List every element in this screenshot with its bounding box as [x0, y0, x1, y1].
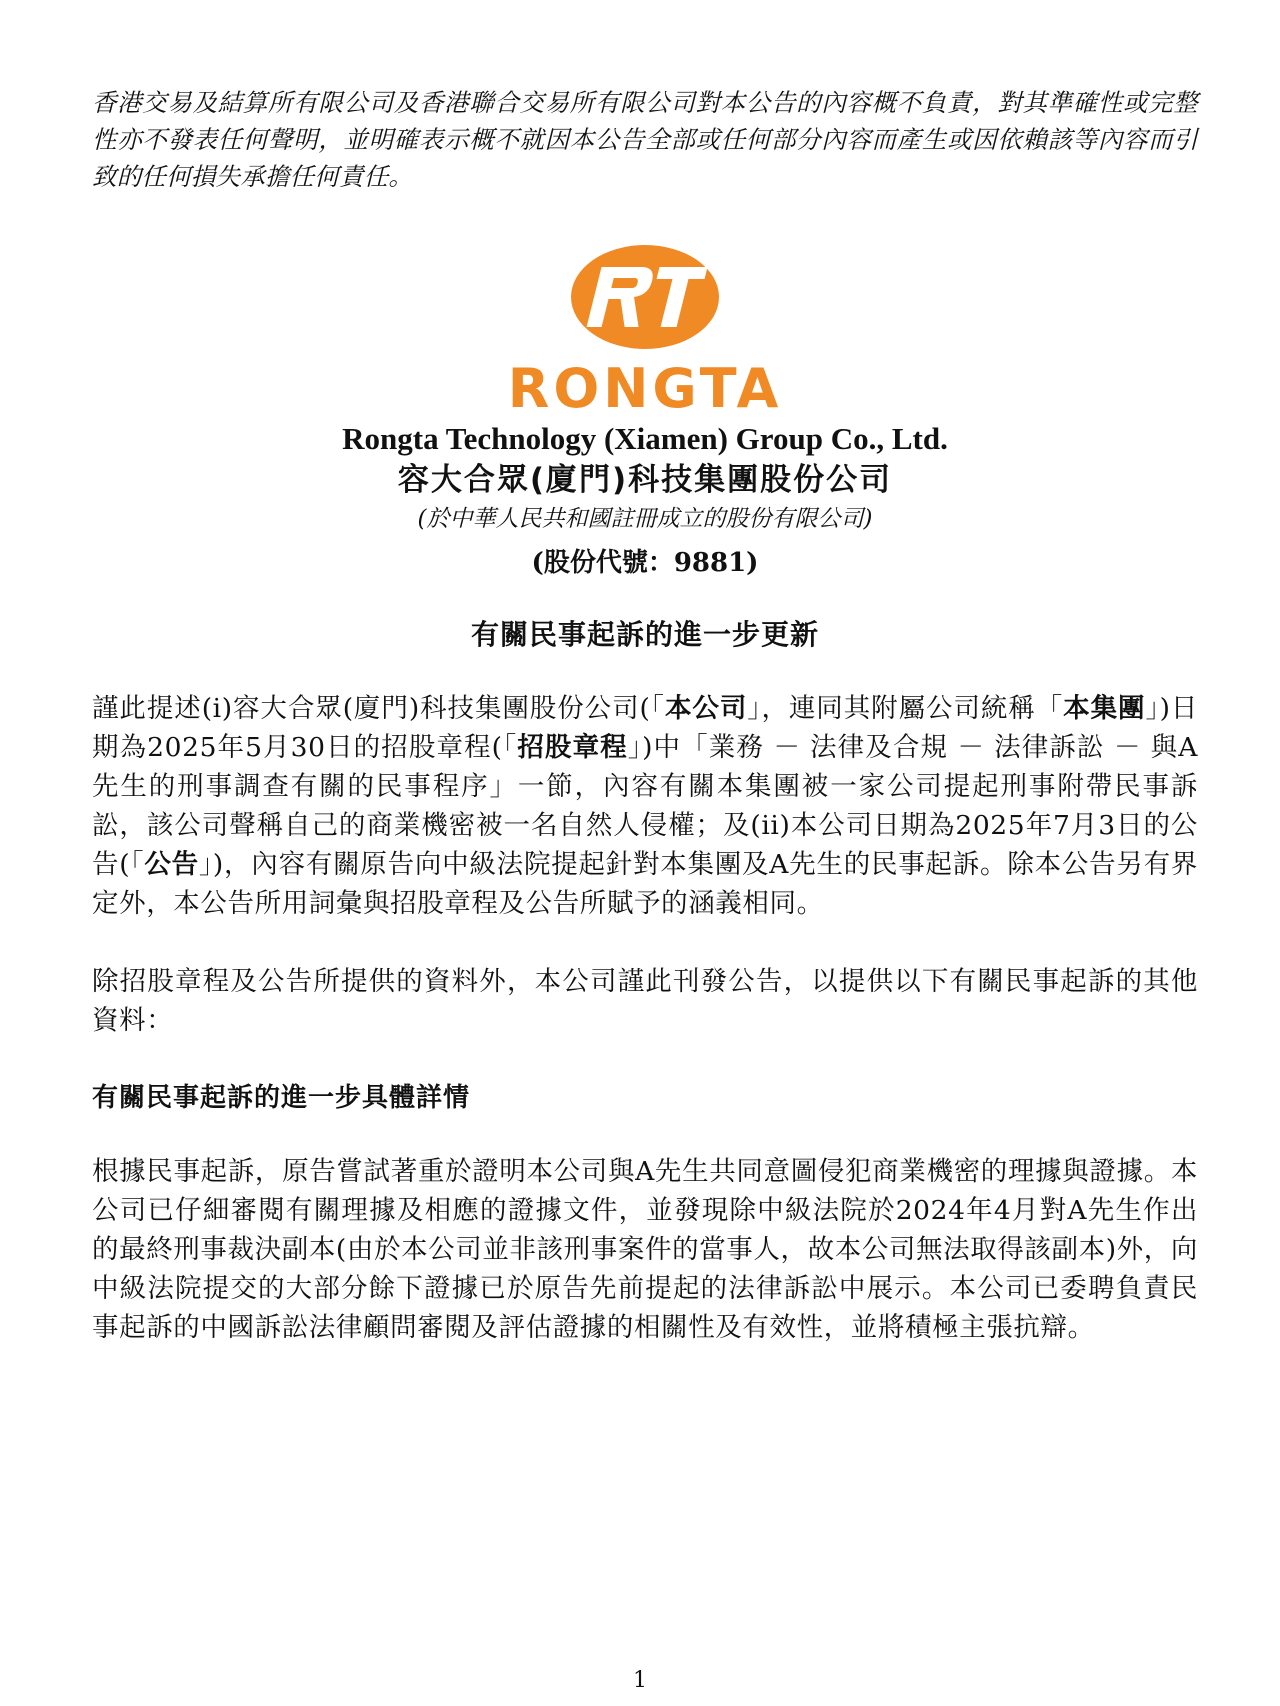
- paragraph-details: 根據民事起訴，原告嘗試著重於證明本公司與A先生共同意圖侵犯商業機密的理據與證據。本公司已仔細審閱有關理據及相應的證據文件，並發現除中級法院於2024年4月對A先生作出的最終刑事裁決副本(由於本公司並非該刑事案件的當事人，故本公司無法取得該副本)外，向中級法院提交的大部分餘下證據已於原告先前提起的法律訴訟中展示。本公司已委聘負責民事起訴的中國訴訟法律顧問審閱及評估證據的相關性及有效性，並將積極主張抗辯。: [92, 1156, 1198, 1343]
- logo-wordmark: RONGTA: [507, 357, 783, 415]
- announcement-page: [92, 84, 1198, 1347]
- defined-term-prospectus: 招股章程: [517, 732, 628, 763]
- rongta-logo-icon: [485, 245, 805, 415]
- page-number: 1: [633, 1668, 647, 1693]
- company-logo: [92, 245, 1198, 415]
- stock-code: (股份代號：9881): [531, 548, 759, 578]
- section-heading: 有關民事起訴的進一步具體詳情: [92, 1083, 471, 1113]
- company-name-en: Rongta Technology (Xiamen) Group Co., Ltd.: [342, 421, 948, 456]
- paragraph-purpose: 除招股章程及公告所提供的資料外，本公司謹此刊發公告，以提供以下有關民事起訴的其他資料：: [92, 966, 1198, 1036]
- announcement-title: 有關民事起訴的進一步更新: [470, 618, 819, 651]
- defined-term-company: 本公司: [664, 693, 748, 724]
- incorporation-note: (於中華人民共和國註冊成立的股份有限公司): [417, 506, 873, 532]
- company-name-cn: 容大合眾(廈門)科技集團股份公司: [397, 462, 893, 498]
- logo-emblem-oval: [571, 245, 719, 349]
- defined-term-group: 本集團: [1063, 693, 1146, 724]
- disclaimer: 香港交易及結算所有限公司及香港聯合交易所有限公司對本公告的內容概不負責，對其準確性或完整性亦不發表任何聲明，並明確表示概不就因本公告全部或任何部分內容而產生或因依賴該等內容而引致的任何損失承擔任何責任。: [92, 88, 1198, 191]
- defined-term-announcement: 公告: [144, 849, 199, 880]
- paragraph-intro: 謹此提述(i)容大合眾(廈門)科技集團股份公司(「本公司」，連同其附屬公司統稱「本集團」)日期為2025年5月30日的招股章程(「招股章程」)中「業務 － 法律及合規 － 法律訴訟 － 與A先生的刑事調查有關的民事程序」一節，內容有關本集團被一家公司提起刑事附帶民事訴訟，該公司聲稱自己的商業機密被一名自然人侵權；及(ii)本公司日期為2025年7月3日的公告(「公告」)，內容有關原告向中級法院提起針對本集團及A先生的民事起訴。除本公告另有界定外，本公告所用詞彙與招股章程及公告所賦予的涵義相同。: [92, 693, 1199, 919]
